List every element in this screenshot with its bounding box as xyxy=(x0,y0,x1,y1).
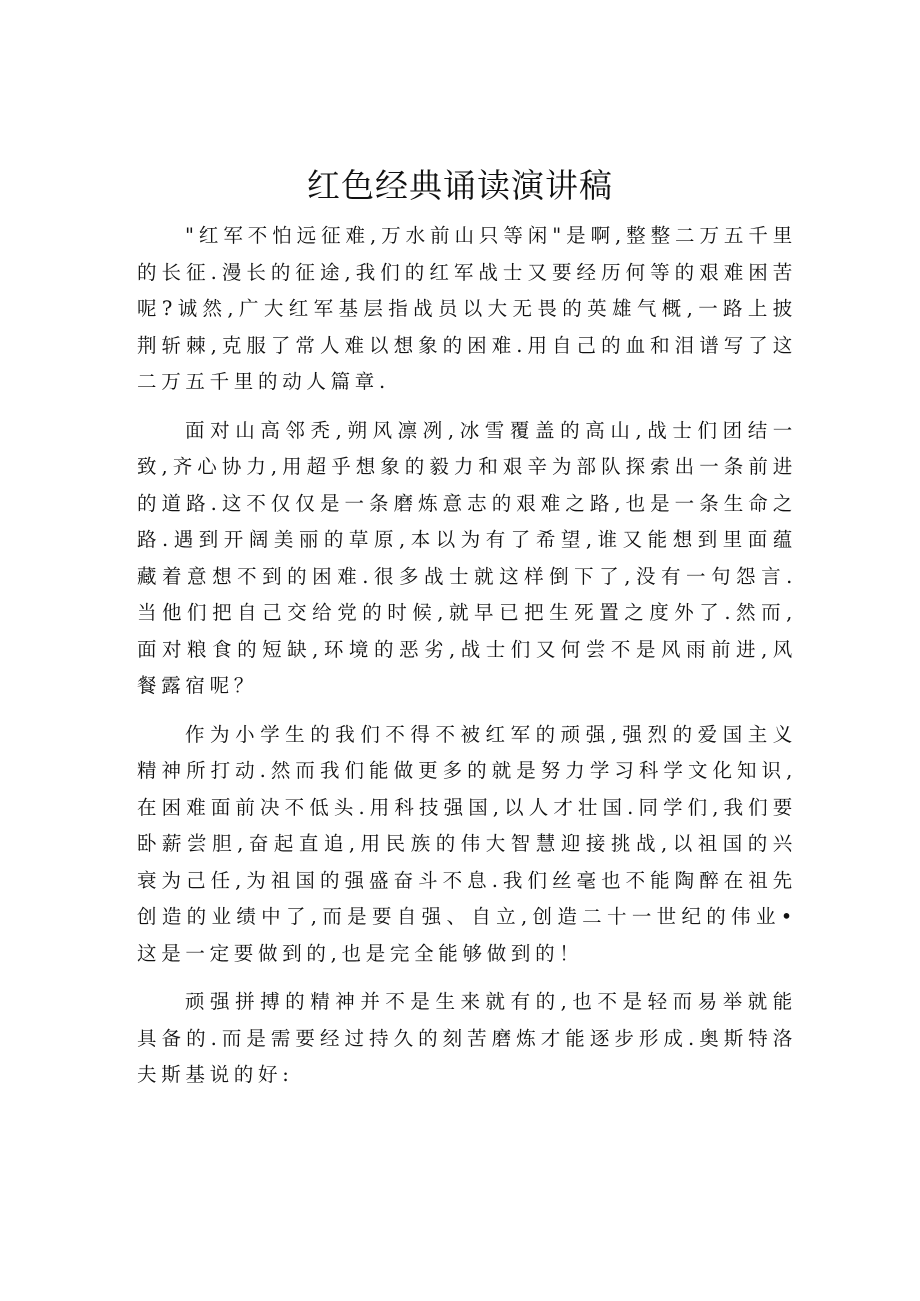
document-title: 红色经典诵读演讲稿 xyxy=(307,166,613,205)
document-body xyxy=(137,218,797,1094)
paragraph-2: 面对山高邻秃,朔风凛冽,冰雪覆盖的高山,战士们团结一致,齐心协力,用超乎想象的毅力和艰辛为部队探索出一条前进的道路.这不仅仅是一条磨炼意志的艰难之路,也是一条生命之路.遇到开阔美丽的草原,本以为有了希望,谁又能想到里面蕴藏着意想不到的困难.很多战士就这样倒下了,没有一句怨言.当他们把自己交给党的时候,就早已把生死置之度外了.然而,面对粮食的短缺,环境的恶劣,战士们又何尝不是风雨前进,风餐露宿呢？ xyxy=(137,418,797,697)
paragraph-1: "红军不怕远征难,万水前山只等闲"是啊,整整二万五千里的长征.漫长的征途,我们的红军战士又要经历何等的艰难困苦呢?诚然,广大红军基层指战员以大无畏的英雄气概,一路上披荆斩棘,克服了常人难以想象的困难.用自己的血和泪谱写了这二万五千里的动人篇章. xyxy=(137,224,797,393)
paragraph-3: 作为小学生的我们不得不被红军的顽强,强烈的爱国主义精神所打动.然而我们能做更多的就是努力学习科学文化知识,在困难面前决不低头.用科技强国,以人才壮国.同学们,我们要卧薪尝胆,奋起直追,用民族的伟大智慧迎接挑战,以祖国的兴衰为己任,为祖国的强盛奋斗不息.我们丝毫也不能陶醉在祖先创造的业绩中了,而是要自强、自立,创造二十一世纪的伟业•这是一定要做到的,也是完全能够做到的！ xyxy=(137,722,797,965)
paragraph-4: 顽强拼搏的精神并不是生来就有的,也不是轻而易举就能具备的.而是需要经过持久的刻苦磨炼才能逐步形成.奥斯特洛夫斯基说的好: xyxy=(137,990,797,1086)
